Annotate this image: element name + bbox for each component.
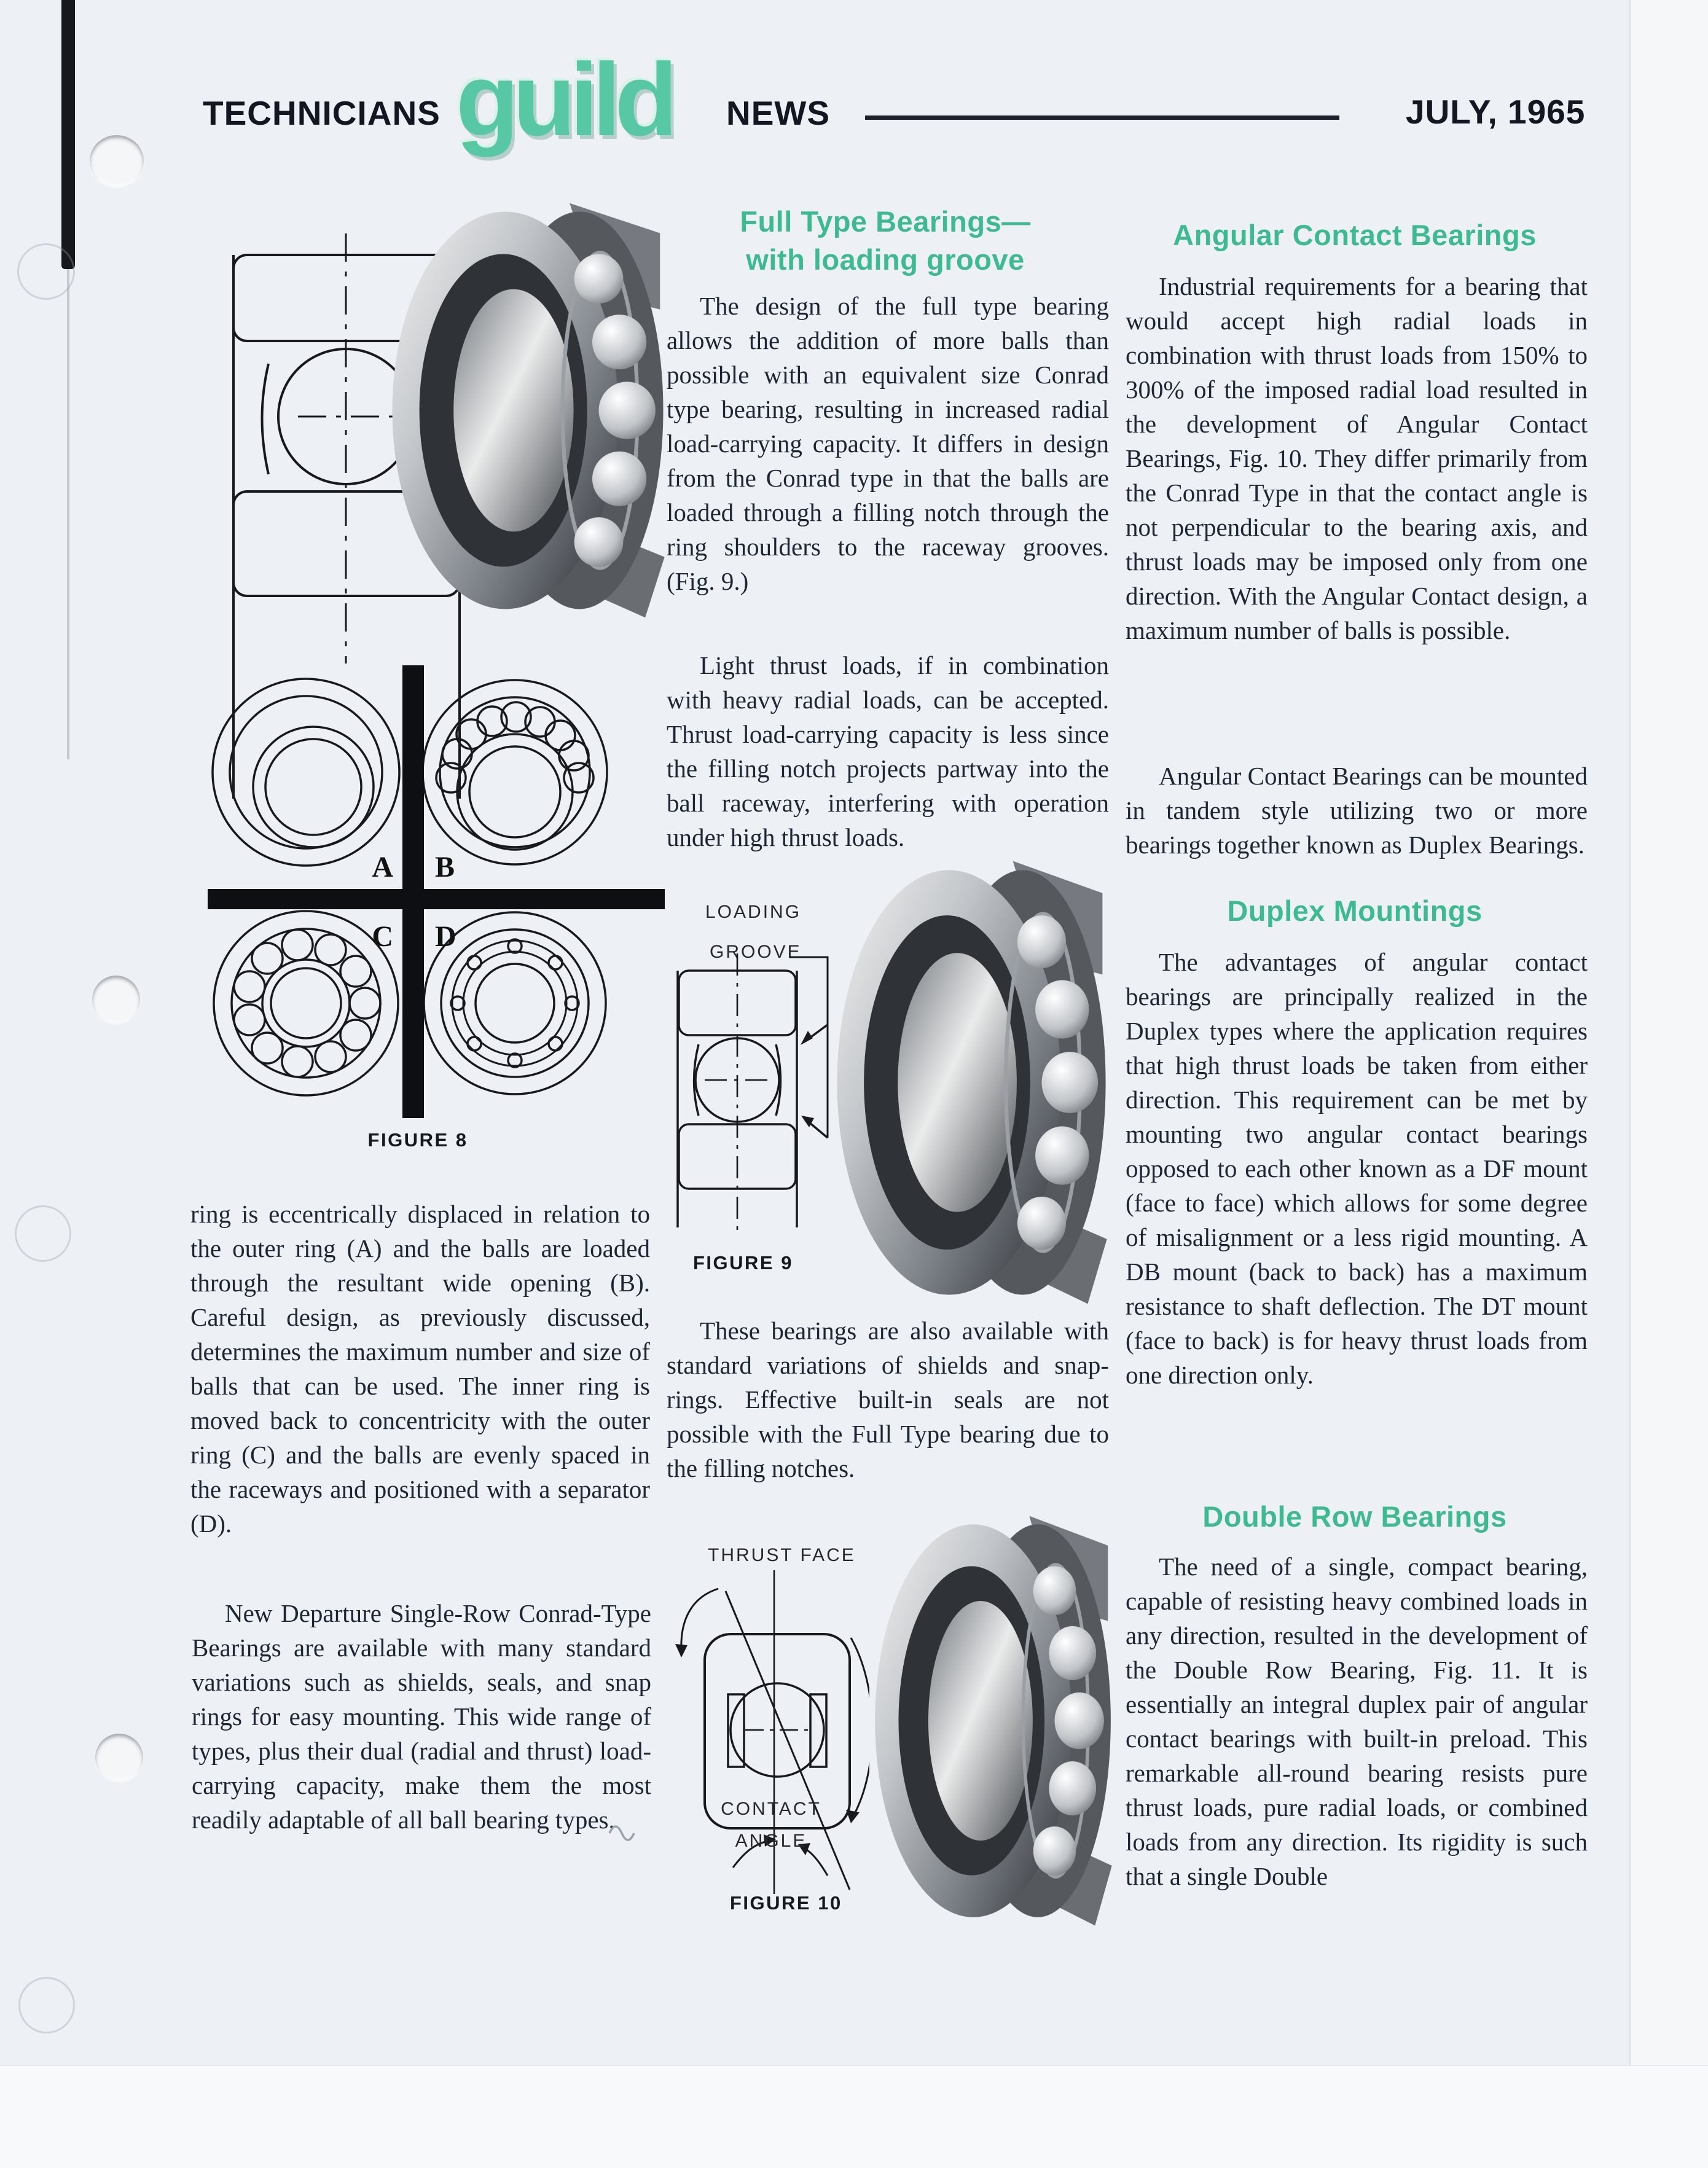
figure9-caption: FIGURE 9 [693,1252,793,1274]
figure8-diagram [203,660,670,1124]
figure8-label-d: D [435,920,456,953]
header-rule [865,115,1339,120]
right-heading-double-row: Double Row Bearings [1202,1500,1507,1533]
embossed-hole-ring [18,1977,75,2033]
figure9-label-groove: GROOVE [710,942,802,962]
left-paragraph-1: ring is eccentrically displaced in relation to the outer ring (A) and the balls are loaded through the resultant wide opening (B). Careful design, as previously discussed, determines the maximum number and size of balls that can be used. The inner ring is moved back to concentricity with the outer ring (C) and the balls are evenly spaced in the raceways and positioned with a separator (D). [190,1200,650,1538]
guild-logo: guild [456,42,672,157]
figure10-label-contact-angle [707,1799,836,1852]
punch-hole [90,135,144,187]
figure8-label-a: A [372,851,393,883]
figure10-label-thrust-face: THRUST FACE [708,1545,856,1565]
mid-heading-line1: Full Type Bearings— [740,205,1031,238]
figure10-label-contact: CONTACT [721,1799,821,1819]
mid-heading [664,203,1107,279]
figure10-caption: FIGURE 10 [730,1892,842,1914]
mid-paragraph-2: Light thrust loads, if in combination with heavy radial loads, can be accepted. Thrust load-carrying capacity is less since the filling notch projects partway into the ball raceway, interfering with operation under high thrust loads. [667,651,1109,851]
figure8-label-b: B [435,851,455,883]
right-paragraph-1: Industrial requirements for a bearing that would accept high radial loads in combination with thrust loads from 150% to 300% of the imposed radial load resulted in the development of Angular Contact Bearings, Fig. 10. They differ primarily from the Conrad Type in that the contact angle is not perpendicular to the bearing axis, and thrust loads may be imposed only from one direction. With the Angular Contact design, a maximum number of balls is possible. [1126,272,1588,644]
punch-hole [92,976,140,1023]
figure8-label-c: C [372,920,393,953]
figure10-label-angle: ANGLE [735,1831,807,1851]
punch-hole [95,1734,143,1782]
figure9-bearing-photo [831,853,1112,1312]
right-heading-angular-contact: Angular Contact Bearings [1173,219,1537,251]
embossed-hole-ring [15,1205,71,1262]
pencil-mark [607,1820,644,1842]
right-paragraph-2: Angular Contact Bearings can be mounted in tandem style utilizing two or more bearings together known as Duplex Bearings. [1126,762,1588,859]
masthead-news: NEWS [726,94,830,132]
scan-bottom-margin [0,2065,1708,2168]
figure10-bearing-photo [869,1508,1116,1933]
mid-paragraph-3: These bearings are also available with standard variations of shields and snap-rings. Effective built-in seals are not possible with the Full Type bearing due to the filling notches. [667,1317,1109,1482]
mid-paragraph-1: The design of the full type bearing allows the addition of more balls than possible with an equivalent size Conrad type bearing, resulting in increased radial load-carrying capacity. It differs in design from the Conrad type in that the balls are loaded through a filling notch through the ring shoulders to the raceway grooves. (Fig. 9.) [667,292,1109,595]
mid-heading-line2: with loading groove [746,243,1025,276]
masthead-technicians: TECHNICIANS [203,94,441,132]
scan-edge-mark [61,0,75,269]
left-paragraph-2: New Departure Single-Row Conrad-Type Bearings are available with many standard variations such as shields, seals, and snap rings for easy mounting. This wide range of types, plus their dual (radial and thrust) load-carrying capacity, make them the most readily adaptable of all ball bearing types. [192,1599,651,1834]
right-paragraph-3: The advantages of angular contact bearings are principally realized in the Duplex types where the application requires that high thrust loads be taken from either direction. This requirement can be met by mounting two angular contact bearings opposed to each other known as a DF mount (face to face) which allows for some degree of misalignment or a less rigid mounting. A DB mount (back to back) has a maximum resistance to shaft deflection. The DT mount (face to back) is for heavy thrust loads from one direction only. [1126,948,1588,1389]
scan-right-margin [1629,0,1708,2168]
figure9-label-loading: LOADING [705,902,802,922]
conrad-bearing-photo [386,195,670,625]
figure8-caption: FIGURE 8 [367,1129,468,1151]
right-paragraph-4: The need of a single, compact bearing, capable of resisting heavy combined loads in any direction, resulted in the development of the Double Row Bearing, Fig. 11. It is essentially an integral duplex pair of angular contact bearings with built-in preload. This remarkable all-round bearing resists pure thrust loads, pure radial loads, or combined loads from any direction. Its rigidity is such that a single Double [1126,1552,1588,1890]
embossed-hole-ring [17,243,75,300]
figure9-diagram [667,952,851,1241]
scan-edge-mark-faint [67,268,69,759]
issue-date: JULY, 1965 [1406,93,1586,131]
right-heading-duplex-mountings: Duplex Mountings [1227,894,1483,927]
